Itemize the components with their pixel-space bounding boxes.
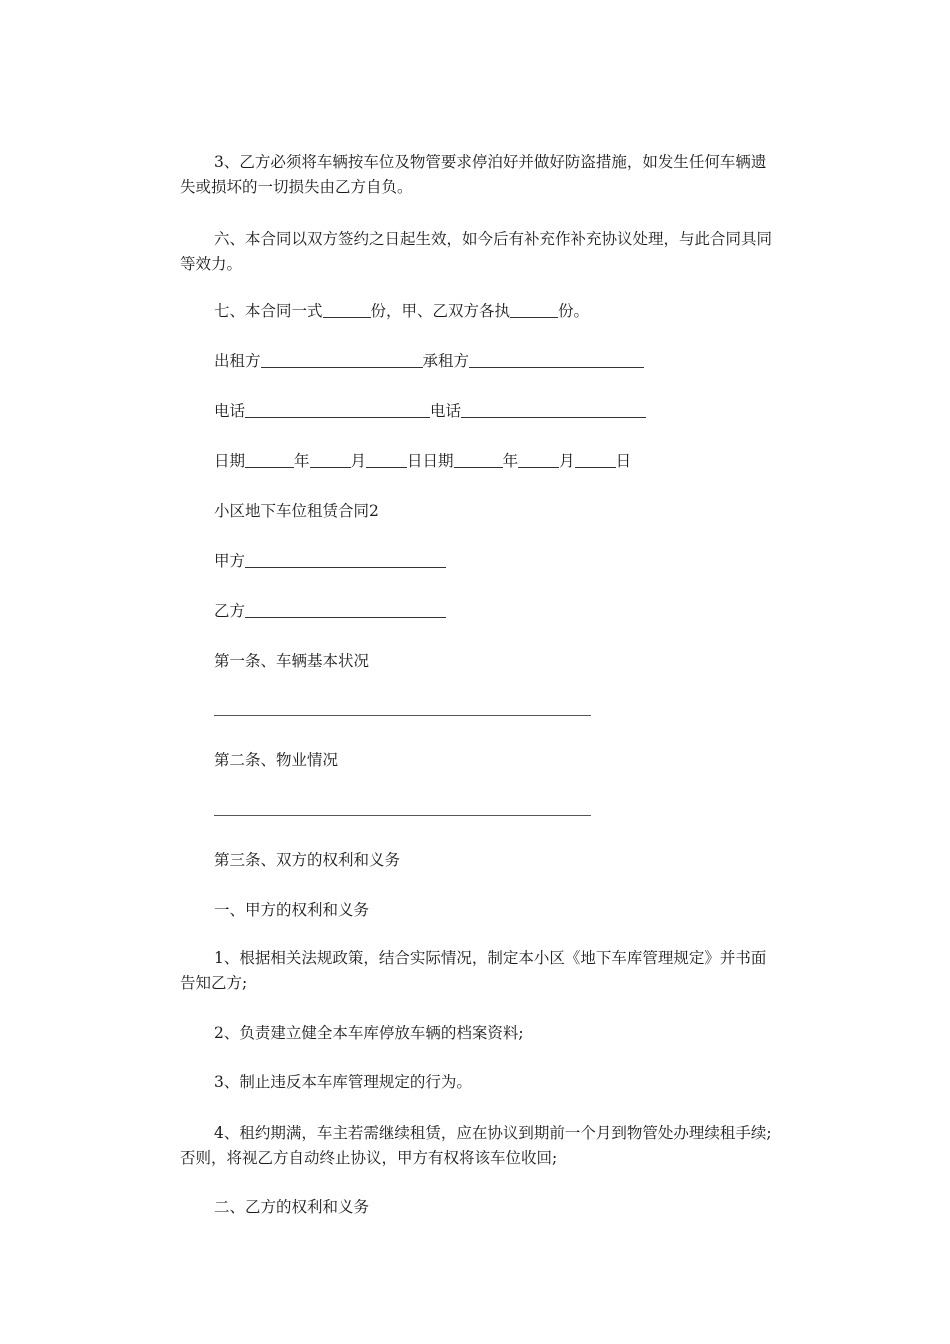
copies-text-a: 七、本合同一式 (214, 302, 323, 320)
lessee-label: 承租方 (422, 352, 470, 370)
copies-text-b: 份，甲、乙双方各执 (370, 302, 511, 320)
signature-date-line (214, 449, 631, 473)
lessor-label: 出租方 (214, 352, 261, 370)
month-label-2: 月 (559, 452, 575, 470)
paragraph-copies (214, 299, 589, 323)
item-2: 2、负责建立健全本车库停放车辆的档案资料; (214, 1024, 524, 1042)
day-date-label: 日日期 (407, 452, 454, 470)
signature-phone-line (214, 399, 646, 423)
article-2-blank-line (214, 815, 591, 816)
month-blank-2 (518, 451, 559, 468)
each-copies-blank (510, 301, 558, 318)
month-blank-1 (310, 451, 351, 468)
item-1: 1、根据相关法规政策，结合实际情况，制定本小区《地下车库管理规定》并书面告知乙方; (180, 949, 767, 992)
day-label-2: 日 (615, 452, 632, 470)
day-blank-1 (366, 451, 407, 468)
item-3: 3、制止违反本车库管理规定的行为。 (214, 1073, 472, 1091)
lessor-blank (261, 351, 423, 368)
copies-blank (323, 301, 371, 318)
year-blank-1 (245, 451, 294, 468)
section-1-heading: 一、甲方的权利和义务 (214, 901, 370, 919)
article-3-heading: 第三条、双方的权利和义务 (214, 851, 401, 869)
party-a-line (214, 549, 446, 573)
phone-blank-1 (245, 401, 430, 418)
date-label-1: 日期 (214, 452, 246, 470)
section-2-heading: 二、乙方的权利和义务 (214, 1198, 370, 1216)
party-a-blank (245, 551, 446, 568)
party-a-label: 甲方 (214, 552, 246, 570)
year-label-2: 年 (502, 452, 519, 470)
month-label-1: 月 (350, 452, 367, 470)
article-1-blank-line (214, 715, 591, 716)
party-b-blank (245, 601, 446, 618)
article-1-heading: 第一条、车辆基本状况 (214, 652, 370, 670)
year-label-1: 年 (294, 452, 310, 470)
signature-lessor-line (214, 349, 644, 373)
phone-label-2: 电话 (430, 402, 462, 420)
paragraph-vehicle-parking: 3、乙方必须将车辆按车位及物管要求停泊好并做好防盗措施，如发生任何车辆遗失或损坏的一切损失由乙方自负。 (180, 153, 767, 196)
article-2-heading: 第二条、物业情况 (214, 751, 339, 769)
year-blank-2 (454, 451, 503, 468)
lessee-blank (469, 351, 644, 368)
phone-blank-2 (461, 401, 646, 418)
paragraph-effective-date: 六、本合同以双方签约之日起生效，如今后有补充作补充协议处理，与此合同具同等效力。 (180, 230, 773, 273)
contract-title: 小区地下车位租赁合同2 (214, 502, 379, 520)
party-b-line (214, 599, 446, 623)
day-blank-2 (575, 451, 616, 468)
copies-text-c: 份。 (558, 302, 590, 320)
item-4: 4、租约期满，车主若需继续租赁，应在协议到期前一个月到物管处办理续租手续;否则，将视乙方自动终止协议，甲方有权将该车位收回; (180, 1124, 772, 1167)
phone-label-1: 电话 (214, 402, 246, 420)
party-b-label: 乙方 (214, 602, 246, 620)
